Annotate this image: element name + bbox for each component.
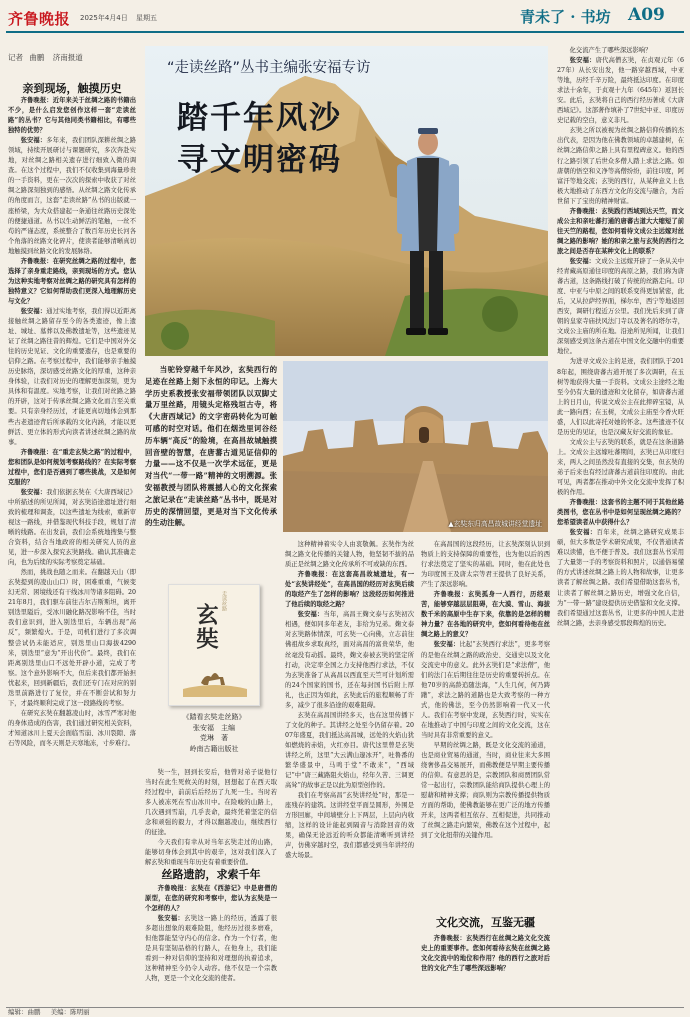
footer-editor: 曲鹏 (27, 1008, 41, 1016)
paragraph-text: 玄奘在高昌国讲经多天，也在这里传播下了文化的种子。其讲经之处至今仍留存着。2007年盛夏，我们抵达高昌城，远处的火焰山犹如燃烧的赤焰，火红亦目。唐代这里曾是玄奘讲经之所，这里“大云满山邃冰开”，吐鲁番的繁华盛景中，马鸣于堂“不敢来”，“西域记”中“唐三藏路阻火焰山，经年久苦、三调更高耸”的故事正是以此为原型创作的。 (285, 711, 414, 790)
speaker-label: 齐鲁晚报： (20, 448, 53, 456)
paragraph-text: 化交流产生了哪些深远影响？ (569, 47, 652, 54)
paragraph-text: 在研究丝绸之路的过程中，您选择了亲身重走路线，亲到现场的方式。您认为这种实地考察对丝绸之路的研究具有怎样的独特意义？它如何帮助我们更深入地理解历史与文化？ (8, 257, 137, 305)
paragraph-text: 然而，挑战也随之而来。在翻越天山（即玄奘提到的凌山山口）时，困难重重，气候变幻无常、困境线还有干线冰川等诸多阻碍。2021年8月，我们驱车前往吉尔吉斯斯坦，离开别迭里隘后，受冰川融化路况影响不佳，当时我们意识到，进入别迭里后，车辆出现“高反”，频繁熄火。于是，司机们进行了多次调整尝试仍未能适应，别迭里山口海拔4290米，别迭里“意为“开出代价”。最终，我们在距离别迭里山口不远处开辟小道，完成了考察。这个意外影响不大，但后来我们都开始担忧起来，回到新疆后，我们还专门在对应的别迭里前路进行了复位，并在不断尝试和努力下，才最终顺利完成了这一段路线的考察。 (8, 569, 136, 707)
interview-question (8, 96, 136, 136)
book-editor: 张安福 主编 (193, 723, 235, 732)
photo-caption: ▲玄奘东归高昌故城讲经堂遗址 (448, 520, 542, 528)
article-column-2b (145, 884, 277, 1008)
paragraph-text: 玄奘之所以被视为丝绸之路信仰传播的杰出代表，是因为他在佛教领域的卓越建树，在丝绸之路信仰之路上具有里程碑意义。他的西行之路引领了后世众多僧人踏上求法之路。如唐朝的悟空和义净等高僧纷纷，前往印度，阿富汗等地交流；玄奘的西行，从某种意义上也极大地推动了东西方文化的交流与融合，为后世留下了宝贵的精神财富。 (557, 127, 684, 205)
section-name: 青未了 · 书坊 (520, 8, 611, 26)
interview-answer (8, 136, 136, 257)
paragraph-text: 我们在考察高昌“玄奘讲经处”时，那是一座残存的建筑。这讲经堂平面呈圆形，外围是方形回廊，中间墙壁分上下两层，上层向内收缩，这样的设计能起到隔音与消除回音的效果，确保无论远近的听众都能清晰听到讲经声，仿佛穿越时空，我们都感受到当年讲经的盛大场景。 (285, 792, 414, 860)
interview-question (145, 884, 277, 914)
book-author: 党琳 著 (200, 734, 228, 742)
hero-photo (145, 46, 548, 356)
body-paragraph (8, 568, 136, 709)
paragraph-text: 玄奘西行在丝绸之路文化交流史上的重要事件。您如何看待玄奘在丝绸之路文化交流中的地位和作用？他的西行之旅对后世的文化产生了哪些深远影响？ (421, 935, 551, 973)
body-paragraph (285, 540, 414, 570)
speaker-label: 张安福： (157, 915, 185, 923)
paragraph-text: 在“重走玄奘之路”的过程中，您和团队是如何规划考察路线的？在实际考察过程中，您们是否遇到了哪些挑战，又是如何克服的？ (8, 448, 136, 486)
body-paragraph (145, 838, 277, 868)
header-rule (6, 31, 684, 33)
paper-name-logo: 齐鲁晚报 (8, 10, 71, 28)
speaker-label: 张安福： (20, 488, 47, 496)
reporter-name: 曲鹏 (29, 53, 45, 62)
paragraph-text: 早期的丝绸之路，既是文化交流的通道，也是商业贸易的通道，当时，商业往来大多围绕奢侈品交易展开，而佛教便是早期主要传播的信仰。有意思的是，宗教团队和商贾团队常常一起出行，宗教团队能给商队提供心理上的慰藉和精神支撑；商队则为宗教传播提供物质方面的帮助，使佛教能够在更广泛的地方传播开来，这两者相互依存、互相促进，共同推动了丝绸之路走向繁荣，佛教在这个过程中，起到了文化纽带的关键作用。 (421, 741, 550, 840)
interview-answer (8, 307, 136, 448)
speaker-label: 张安福： (569, 57, 596, 65)
interview-answer (557, 528, 684, 628)
interview-question (421, 934, 550, 974)
issue-date: 2025年4月4日 (80, 14, 128, 22)
paragraph-text: 百年来，丝绸之路研究成果丰硕，但大多数是学术研究成果，不仅普通读者难以读懂，也不便于普及。我们这套丛书采用了大量第一手的考察资料和照片，以通俗易懂的方式讲述丝绸之路上的人物和故事，让更多读者了解丝绸之路。我们希望借助这套丛书，让读者了解丝绸之路历史，增强文化自信，为“一带一路”建设提供历史借鉴和文化支撑。我们希望通过这套丛书，让更多的中国人走进丝绸之路，去亲身感受那段辉煌的历史。 (557, 529, 685, 627)
paragraph-text: 这套书的主题不同于其他丝路类图书，您在丛书中是如何呈现丝绸之路的？您希望读者从中获得什么？ (557, 499, 684, 527)
paragraph-text: 当年，高昌王麹文泰与玄奘初次相遇，便如同多年老友，非给为兄弟。麹文泰对玄奘路体情深，可玄奘一心向佛，立志前往佛祖故乡求取真经，面对高昌的富贵荣华，他丝毫没有动摇。最终，麹文泰被玄奘的坚定所打动，决定率全国之力支持他西行求法，不仅为玄奘准备了从高昌以西直至天竺可计划所需的24个国家的国书，还在每封国书后附上厚礼，也正因为如此，玄奘此后的旅程顺畅了许多，减少了很多沿途的艰难阻碍。 (285, 611, 415, 709)
article-column-1 (8, 96, 136, 1008)
interview-question (285, 570, 414, 610)
section-heading-2: 丝路遗韵，求索千年 (161, 868, 261, 881)
paragraph-text: 奘一生，回到长安后，他曾对弟子说他行当时在此生死攸关的时刻，回想起了在西天取经过程中，前前后后经历了九死一生。当时若多人被冻死在雪山冰川中。在险峻的山路上，几次遇到雪崩，几乎丧命，最终凭着坚定的信念和顽强的毅力，才得以翻越凌山，继续西行的征途。 (145, 769, 277, 837)
interview-question (8, 448, 136, 488)
masthead (8, 6, 682, 42)
article-column-5 (557, 46, 684, 1008)
speaker-label: 张安福： (20, 137, 47, 145)
speaker-label: 张安福： (433, 641, 460, 649)
speaker-label: 齐鲁晚报： (20, 97, 53, 104)
article-column-4b (421, 934, 550, 1008)
headline-kicker: “走读丝路”丛书主编张安福专访 (167, 60, 371, 76)
paragraph-text: 在这套高昌故城遗址，有一处“玄奘讲经处”，在高昌国的经历对玄奘后续的取经产生了怎样的影响？这段经历如何推进了他后续的取经之路？ (285, 571, 415, 609)
book-cover (168, 584, 260, 706)
speaker-label: 齐鲁晚报： (297, 571, 333, 579)
footer-credits (8, 1008, 90, 1016)
interview-answer (557, 257, 684, 357)
article-column-2 (145, 768, 277, 867)
interview-question (421, 590, 550, 640)
gaochang-ruins-illustration (283, 361, 548, 532)
body-paragraph (557, 357, 684, 437)
book-cover-title: 玄奘 (193, 603, 219, 651)
interview-answer (8, 488, 136, 568)
speaker-label: 齐鲁晚报： (433, 935, 466, 942)
interview-answer (421, 640, 550, 740)
interview-answer (285, 610, 414, 710)
paragraph-text: 我们依据玄奘在《大唐西域记》中所描述的所见所闻，对玄奘沿途遗址进行细致的梳理和调查，以这些遗址为线索，重新审视这一路线，并借鉴现代科技手段，规划了清晰的线路。在出发前，我们会系统地搜集与整合资料，结合当地政府的相关研究人员的意见，进一步深入探究玄奘路线。确认其准确走向，也为后续的实际考察奠定基础。 (8, 488, 137, 567)
book-cover-camel-icon (183, 655, 247, 697)
paragraph-text: 玄奘这一路上的经历，透露了很多超出想象的艰难险阻，他经历过很多磨难，但他都能坚守内心的信念。作为一个行者，他是具有坚韧品格的行路人，在他身上，我们能看到一种对信仰的坚持和对理想的执着追求，这种精神至今仍令人动容。他不仅是一个宗教人物，更是一个文化交流的使者。 (145, 915, 278, 983)
body-paragraph (145, 768, 277, 838)
byline (8, 52, 83, 63)
book-caption (145, 712, 283, 754)
headline-title-line1: 踏千年风沙 (177, 100, 342, 136)
speaker-label: 齐鲁晚报： (433, 591, 469, 599)
paragraph-text: 唐代高僧玄奘，在贞观元年（627年）从长安出发，他一路穿越西域，中亚等地，历经千辛万险，最终抵达印度。在印度求法十余年，于贞观十九年（645年）返回长安。此后，玄奘将自己的西行经历著成《大唐西域记》。这部著作填补了7世纪中亚、印度历史记载的空白，意义非凡。 (557, 57, 685, 125)
paragraph-text: 为进寻文成公主的足迹，我们团队于2018年起，围绕唐蕃古道开展了多次调研，在玉树等地获得大量一手资料。文成公主途经之地至今仍有大量的遗迹和文化留存，如唐蕃古道上的日月山，传说文成公主在此摔碎宝镜，从此一路向西；在玉树，文成公主庙至今香火旺盛，人们以此寄托对她的怀念。这些遗迹不仅是历史的见证，也是汉藏友好交流的象征。 (557, 358, 684, 436)
speaker-label: 张安福： (569, 257, 596, 265)
paragraph-text: 玄奘孤身一人西行，历经艰苦，能够穿越层层阻碍，在大漠、雪山、海拔数千米的高原中生存下来，依靠的是怎样的精神力量？在各地的研究中，您如何看待他在丝绸之路上的意义？ (421, 591, 551, 639)
paragraph-text: 玄奘在《西游记》中是唐僧的原型，在您的研究和考察中，您认为玄奘是一个怎样的人？ (145, 885, 278, 913)
body-paragraph (421, 741, 550, 841)
footer-editor-label: 编辑： (8, 1008, 28, 1016)
speaker-label: 张安福： (569, 529, 597, 537)
article-column-4 (421, 540, 550, 910)
speaker-label: 齐鲁晚报： (157, 885, 191, 892)
lead-paragraph: 当驼铃穿越千年风沙，玄奘西行的足迹在丝路上刻下永恒的印记。上海大学历史系教授张安福带领团队以双脚丈量万里丝路，用镜头定格残垣古寺，将《大唐西域记》的文字密码转化为可触可感的时空对话。他们在烟迭里诃谷经历车辆“高反”的险境，在高昌故城触摸回音壁的智慧，在唐蕃古道见证信仰的力量——这不仅是一次学术远征，更是对当代“一带一路”精神的文明溯源。张安福教授与团队将震撼人心的文化探索之旅记录在“走读丝路”丛书中，既是对历史的深情回望，更是对当下文化传承的生动注解。 (145, 365, 277, 528)
interview-question (557, 207, 684, 257)
speaker-label: 齐鲁晚报： (20, 257, 53, 265)
paragraph-text: 文成公主与玄奘的联系，就是在这条道路上。文成公主远嫁吐蕃期间，玄奘已从印度归来，两人之间虽然没有直接的交集，但玄奘的弟子后来也有经过唐蕃古道前往印度的。由此可见，两者都在推动中外文化交流中发挥了积极的作用。 (557, 438, 684, 497)
paragraph-text: 文成公主远嫁开辟了一条从关中经青藏高原通往印度的高原之路，我们称为唐蕃古道，这条路线打破了传统的丝路走向。印度、中亚与中原之间的联系变得更加紧密，此后，又从拉萨经界面，梯尔牟，西宁等地返回西安，调研行程近万公里。我们先后来到了唐朝的皇家寺庙扶风法门寺以及著名的塔尔寺，文成公主庙的所在地。沿途所见所闻，让我们深刻感受到这条古道在中国文化交融中的重要地位。 (557, 257, 684, 356)
body-paragraph (421, 540, 550, 590)
interview-answer (145, 914, 277, 984)
footer-rule (6, 1007, 684, 1008)
book-caption-title: 《踏看玄奘走丝路》 (182, 713, 246, 721)
ruins-photo (283, 361, 548, 532)
section-heading-1: 亲到现场，触摸历史 (22, 82, 122, 95)
headline-title-line2: 寻文明密码 (177, 142, 342, 178)
paragraph-text: 玄奘践行西域到达天竺，而文成公主和亲吐蕃打通的唐蕃古道大大缩短了前往天竺的路程，您如何看待文成公主远嫁对丝绸之路的影响？她的和亲之旅与玄奘的西行之旅之间是否存在某种文化上的联系？ (557, 207, 684, 255)
interview-question (8, 257, 136, 307)
body-paragraph (8, 709, 136, 749)
paragraph-text: 通过实地考察，我们得以近距离接触丝绸之路留存至今的各类遗迹，像上遗址、城址、墓葬以及佛教遗址等，这些遗迹见证了丝绸之路往昔的辉煌。它们是中国对外交往的历史见证、文化的重要遗存，也是重要的信仰之路。在考察过程中，我们能够亲手触摸历史脉络，深切感受丝路文化的厚重，这种亲身体验，让我们对历史的理解更加深刻，更为具体和有温度。实地考察，让我们对丝路之路的开辟，这对于传承丝绸之路文化而言至关重要。只有亲身经历过，才能更真切地体会到那些古老遗迹背后所承载的文化内涵，才能以更鲜活、更立体的形式向读者讲述丝绸之路的故事。 (8, 307, 137, 446)
reporter-label: 记者 (8, 53, 23, 62)
speaker-label: 张安福： (297, 611, 324, 619)
paragraph-text: 今天我们有幸从对当年玄奘走过的山路，能够切身体会到其中的艰辛，这对我们深入了解玄奘和重现当年历史有着重要价值。 (145, 839, 277, 867)
body-paragraph (557, 46, 684, 56)
body-paragraph (557, 438, 684, 498)
byline-dept: 济南报道 (52, 53, 83, 62)
interview-question (557, 498, 684, 528)
paragraph-text: 在研究玄奘在翻越凌山时，冰雪严寒对他的身体造成的伤害，我们通过研究相关资料，才知道冰川上夏天会面临雪崩、冰川裂隙、落石等风险，而冬天则是天寒地冻，寸步难行。 (8, 709, 136, 747)
speaker-label: 张安福： (20, 307, 47, 315)
footer-designer: 陈明丽 (70, 1008, 90, 1016)
footer-designer-label: 美编： (50, 1008, 71, 1016)
speaker-label: 齐鲁晚报： (569, 207, 602, 215)
speaker-label: 齐鲁晚报： (569, 499, 602, 507)
paragraph-text: 多年来，我们团队深耕丝绸之路领域，持续开展研讨与课题研究，多次奔赴实地，对丝绸之路相关遗存进行细致入微的调查。在这个过程中，我们不仅收集到海量珍贵的一手资料，更在一次次的探索中收获了对丝绸之路深刻独到的感悟。从丝绸之路文化传承的角度而言，这套“走读丝路”丛书的出版就一座桥梁，为大众搭建起一条通往丝路历史深处的便捷通道。丛书以生动鲜活的笔触，一丝不苟的严谨态度，系统整合了数百年历史长河各个角落的丝路文化碎片，使读者能够清晰真切地触摸到丝路文化的发展脉络。 (8, 137, 137, 255)
article-column-3 (285, 540, 414, 1008)
paragraph-text: 近年来关于丝绸之路的书籍出不少，是什么启发您创作这样一套“走读丝路”的丛书？它与其他同类书籍相比，有哪些独特的优势？ (8, 97, 137, 135)
paragraph-text: 比起“玄奘西行求法”，更多考察的是他在丝绸之路的政治史、交通史以及文化交流史中的意义。此外玄奘们是“求法僧”，他们的法门在后期往往是历史的重要转折点。在他70岁的高龄追随法海，“人生几何，何乃踌躇”，求法之路的道路也是大致考察的一种方式，他的佛法，至今仍然影响着一代又一代人。我们在考察中发现，玄奘西行时，实实在在地推动了中国与印度之间的文化交流，这在当时具有非常重要的意义。 (421, 641, 550, 739)
issue-weekday: 星期五 (136, 14, 157, 22)
page-number: A09 (628, 5, 665, 25)
book-publisher: 岭南古籍出版社 (189, 744, 239, 753)
paragraph-text: 在高昌国的这段经历，让玄奘深刻认识到物质上的支持保障的重要性，也为他以后的西行求法奠定了坚实的基础。同时，他在此处也为印度国王及唐太宗等君王提供了良好关系，产生了深远影响。 (421, 541, 550, 589)
interview-answer (557, 56, 684, 126)
book-series-label: 走读丝路 (221, 591, 227, 611)
body-paragraph (285, 711, 414, 791)
section-heading-3: 文化交流，互鉴无疆 (436, 916, 535, 929)
body-paragraph (285, 791, 414, 861)
body-paragraph (557, 126, 684, 206)
paragraph-text: 这种精神着实令人由衷敬佩。玄奘作为丝绸之路文化传播的关键人物，他坚韧不拔的品质正是丝绸之路文化传承所不可或缺的东西。 (285, 541, 414, 569)
